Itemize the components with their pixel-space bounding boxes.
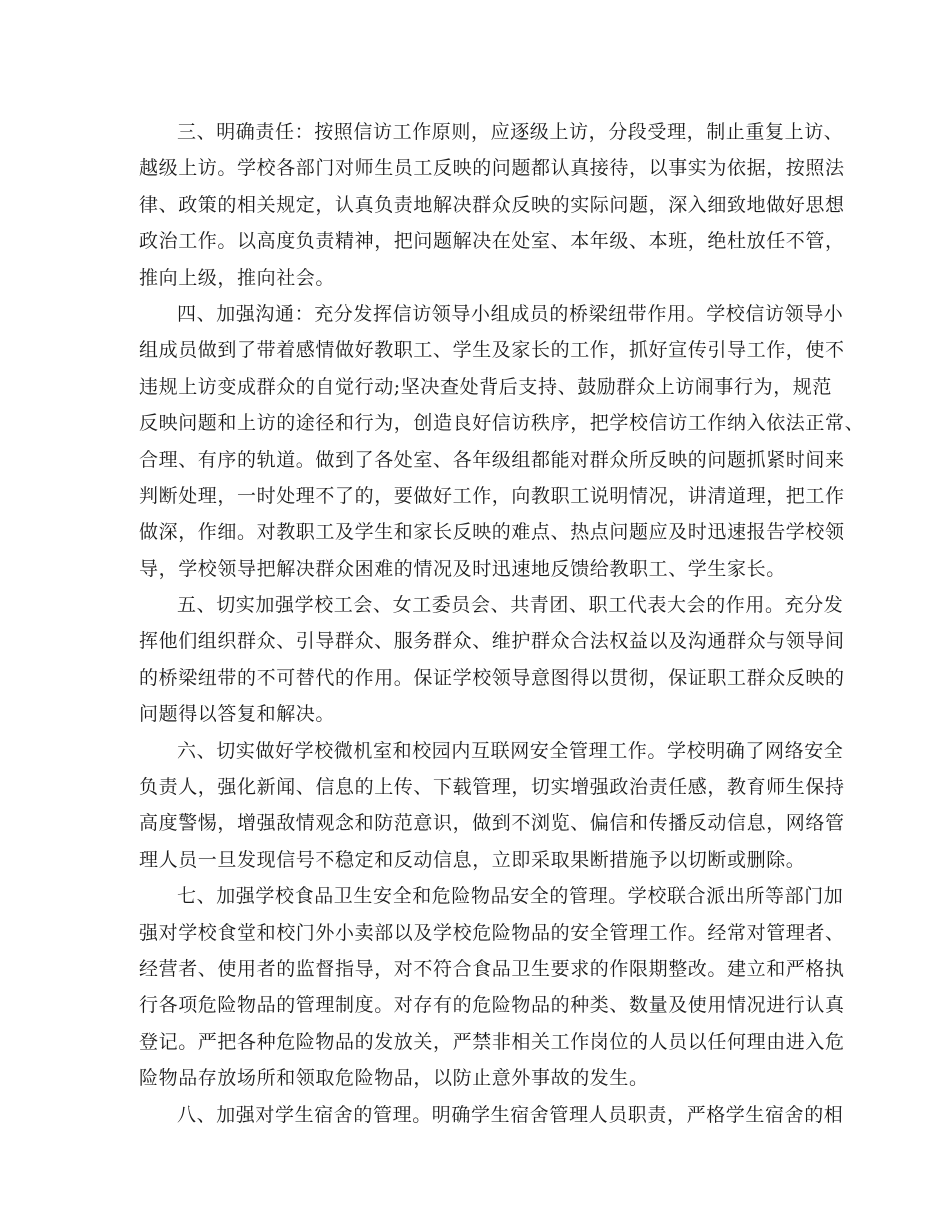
text-line: 律、政策的相关规定，认真负责地解决群众反映的实际问题，深入细致地做好思想 <box>139 193 845 216</box>
text-line: 五、切实加强学校工会、女工委员会、共青团、职工代表大会的作用。充分发 <box>177 594 844 617</box>
text-line: 越级上访。学校各部门对师生员工反映的问题都认真接待，以事实为依据，按照法 <box>139 157 845 180</box>
text-line: 政治工作。以高度负责精神，把问题解决在处室、本年级、本班，绝杜放任不管， <box>139 230 845 253</box>
text-line: 反映问题和上访的途径和行为，创造良好信访秩序，把学校信访工作纳入依法正常、 <box>139 412 865 435</box>
text-line: 导，学校领导把解决群众困难的情况及时迅速地反馈给教职工、学生家长。 <box>139 557 786 580</box>
text-line: 的桥梁纽带的不可替代的作用。保证学校领导意图得以贯彻，保证职工群众反映的 <box>139 666 845 689</box>
text-line: 三、明确责任：按照信访工作原则，应逐级上访，分段受理，制止重复上访、 <box>177 121 844 143</box>
text-line: 险物品存放场所和领取危险物品，以防止意外事故的发生。 <box>139 1067 649 1090</box>
text-line: 问题得以答复和解决。 <box>139 703 336 726</box>
text-line: 合理、有序的轨道。做到了各处室、各年级组都能对群众所反映的问题抓紧时间来 <box>139 448 845 471</box>
text-line: 推向上级，推向社会。 <box>139 266 336 289</box>
text-line: 四、加强沟通：充分发挥信访领导小组成员的桥梁纽带作用。学校信访领导小 <box>177 302 844 325</box>
text-line: 挥他们组织群众、引导群众、服务群众、维护群众合法权益以及沟通群众与领导间 <box>139 630 845 653</box>
text-line: 七、加强学校食品卫生安全和危险物品安全的管理。学校联合派出所等部门加 <box>177 885 844 908</box>
text-line: 高度警惕，增强敌情观念和防范意识，做到不浏览、偏信和传播反动信息，网络管 <box>139 812 845 835</box>
text-line: 组成员做到了带着感情做好教职工、学生及家长的工作，抓好宣传引导工作，使不 <box>139 339 845 362</box>
text-line: 违规上访变成群众的自觉行动;坚决查处背后支持、鼓励群众上访闹事行为，规范 <box>139 375 833 398</box>
text-line: 理人员一旦发现信号不稳定和反动信息，立即采取果断措施予以切断或删除。 <box>139 848 806 871</box>
text-line: 行各项危险物品的管理制度。对存有的危险物品的种类、数量及使用情况进行认真 <box>139 994 845 1017</box>
document-body <box>139 114 865 1133</box>
text-line: 强对学校食堂和校门外小卖部以及学校危险物品的安全管理工作。经常对管理者、 <box>139 921 845 944</box>
text-line: 八、加强对学生宿舍的管理。明确学生宿舍管理人员职责，严格学生宿舍的相 <box>177 1103 844 1126</box>
text-line: 六、切实做好学校微机室和校园内互联网安全管理工作。学校明确了网络安全 <box>177 739 844 762</box>
text-line: 做深，作细。对教职工及学生和家长反映的难点、热点问题应及时迅速报告学校领 <box>139 521 845 544</box>
text-line: 判断处理，一时处理不了的，要做好工作，向教职工说明情况，讲清道理，把工作 <box>139 484 845 507</box>
text-line: 登记。严把各种危险物品的发放关，严禁非相关工作岗位的人员以任何理由进入危 <box>139 1030 845 1053</box>
text-line: 负责人，强化新闻、信息的上传、下载管理，切实增强政治责任感，教育师生保持 <box>139 776 845 799</box>
text-line: 经营者、使用者的监督指导，对不符合食品卫生要求的作限期整改。建立和严格执 <box>139 957 845 980</box>
